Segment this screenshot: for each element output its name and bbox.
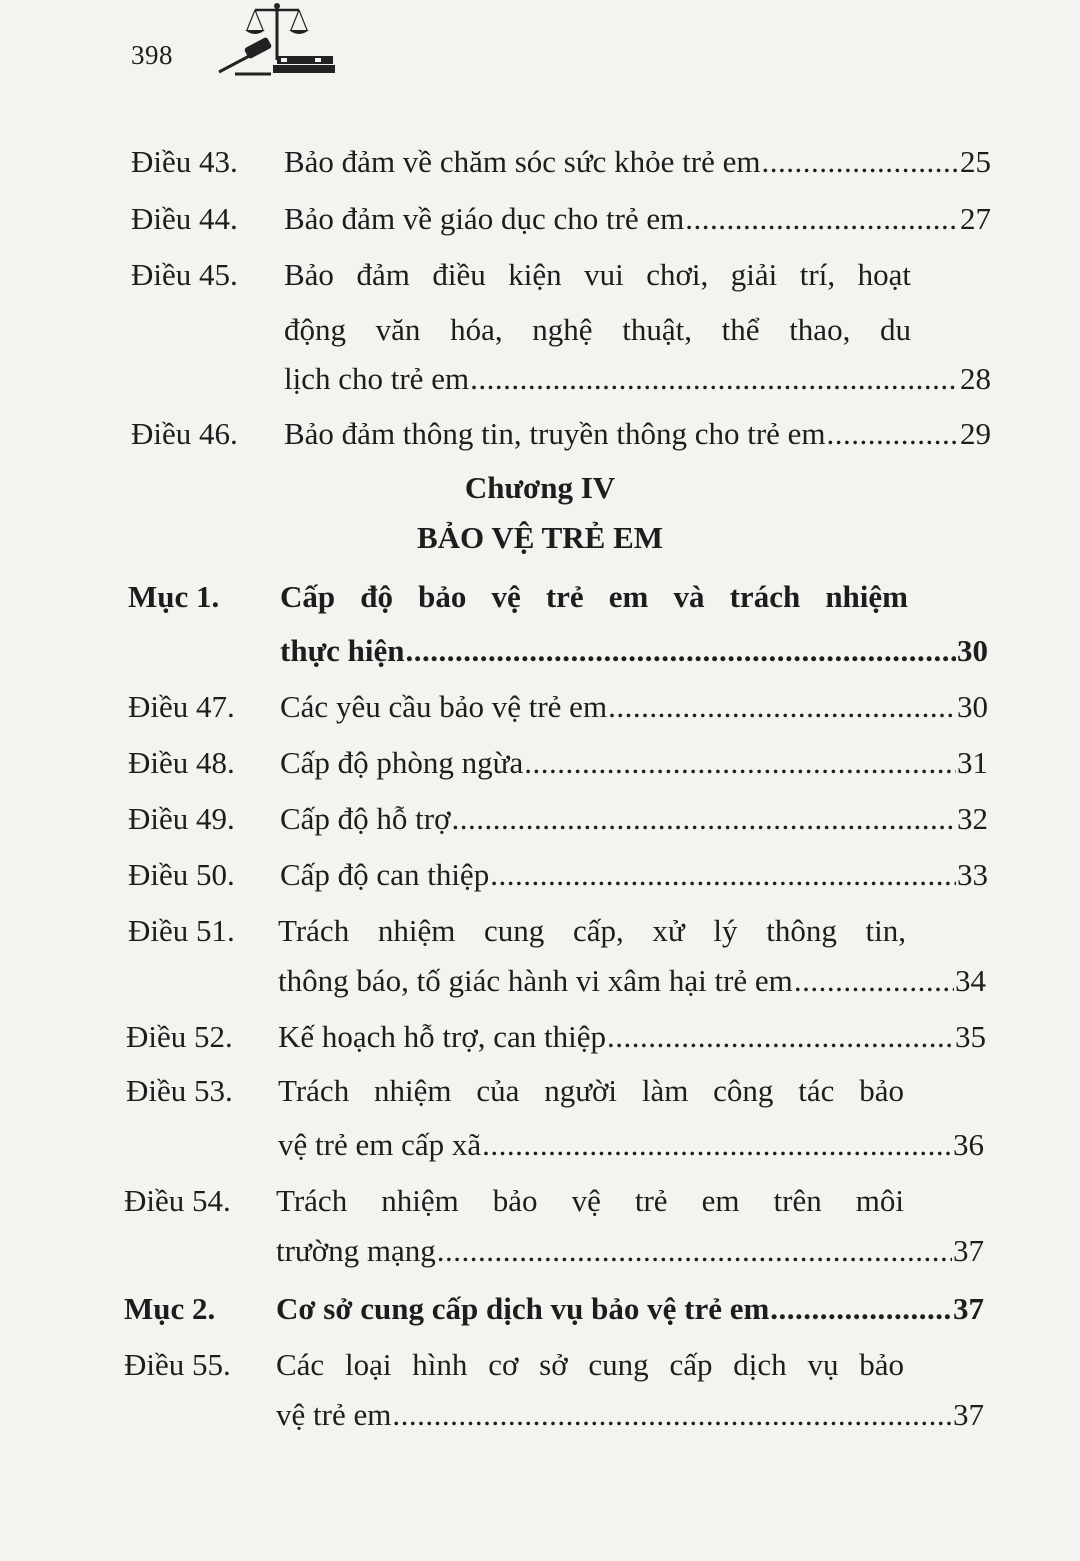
dot-leader	[794, 962, 954, 1000]
toc-entry[interactable]	[126, 1018, 986, 1056]
toc-entry-continuation	[276, 1232, 984, 1270]
entry-page: 37	[953, 1233, 984, 1268]
dot-leader	[452, 800, 956, 838]
toc-entry-continuation	[278, 962, 986, 1000]
entry-title: Kế hoạch hỗ trợ, can thiệp	[278, 1019, 606, 1054]
entry-title: Cấp độ hỗ trợ	[280, 801, 451, 836]
entry-page: 34	[955, 963, 986, 998]
dot-leader	[685, 200, 959, 238]
page-number: 398	[131, 40, 173, 70]
entry-page: 27	[960, 201, 991, 236]
toc-entry[interactable]	[124, 1346, 904, 1384]
dot-leader	[482, 1126, 952, 1164]
entry-page: 36	[953, 1127, 984, 1162]
toc-entry-continuation	[284, 360, 991, 398]
entry-title: Bảo đảm điều kiện vui chơi, giải trí, hoạt	[284, 257, 911, 292]
entry-page: 37	[953, 1397, 984, 1432]
entry-title: Bảo đảm thông tin, truyền thông cho trẻ em	[284, 416, 826, 451]
section-title: thực hiện	[280, 633, 405, 668]
entry-title: Trách nhiệm của người làm công tác bảo	[278, 1073, 904, 1108]
entry-number: Điều 43.	[131, 144, 238, 179]
entry-number: Điều 46.	[131, 416, 238, 451]
toc-entry-continuation	[276, 1396, 984, 1434]
entry-number: Điều 53.	[126, 1073, 233, 1108]
section-number: Mục 1.	[128, 579, 220, 614]
entry-title: Bảo đảm về chăm sóc sức khỏe trẻ em	[284, 144, 761, 179]
entry-title: thông báo, tố giác hành vi xâm hại trẻ em	[278, 963, 793, 998]
dot-leader	[490, 856, 956, 894]
chapter-label: Chương IV	[464, 470, 616, 505]
dot-leader	[524, 744, 956, 782]
entry-title: Các loại hình cơ sở cung cấp dịch vụ bảo	[276, 1347, 904, 1382]
entry-title: Cấp độ can thiệp	[280, 857, 490, 892]
toc-entry[interactable]	[128, 744, 988, 782]
dot-leader	[437, 1232, 952, 1270]
entry-page: 30	[957, 689, 988, 724]
entry-number: Điều 44.	[131, 201, 238, 236]
entry-title: trường mạng	[276, 1233, 436, 1268]
toc-entry[interactable]	[124, 1182, 904, 1220]
entry-number: Điều 47.	[128, 689, 235, 724]
dot-leader	[470, 360, 959, 398]
dot-leader	[406, 632, 956, 670]
entry-title: vệ trẻ em cấp xã	[278, 1127, 482, 1162]
entry-page: 29	[960, 416, 991, 451]
entry-page: 28	[960, 361, 991, 396]
toc-entry[interactable]	[126, 1072, 904, 1110]
entry-page: 33	[957, 857, 988, 892]
entry-number: Điều 52.	[126, 1019, 233, 1054]
toc-entry[interactable]	[128, 800, 988, 838]
toc-entry[interactable]	[131, 200, 991, 238]
chapter-title: BẢO VỆ TRẺ EM	[416, 520, 664, 555]
entry-title: lịch cho trẻ em	[284, 361, 470, 396]
toc-entry[interactable]	[131, 415, 991, 453]
entry-title: vệ trẻ em	[276, 1397, 392, 1432]
toc-section-continuation	[280, 632, 988, 670]
entry-title: Cấp độ phòng ngừa	[280, 745, 524, 780]
dot-leader	[770, 1290, 952, 1328]
entry-title: Trách nhiệm bảo vệ trẻ em trên môi	[276, 1183, 904, 1218]
entry-title: Các yêu cầu bảo vệ trẻ em	[280, 689, 608, 724]
entry-page: 32	[957, 801, 988, 836]
section-page: 37	[953, 1291, 984, 1326]
dot-leader	[607, 1018, 954, 1056]
toc-entry[interactable]	[131, 143, 991, 181]
toc-entry-continuation	[278, 1126, 984, 1164]
section-page: 30	[957, 633, 988, 668]
entry-page: 35	[955, 1019, 986, 1054]
dot-leader	[392, 1396, 952, 1434]
toc-entry-continuation	[284, 311, 911, 349]
toc-entry[interactable]	[128, 912, 906, 950]
toc-entry[interactable]	[131, 256, 911, 294]
entry-number: Điều 48.	[128, 745, 235, 780]
toc-entry[interactable]	[128, 688, 988, 726]
section-title: Cơ sở cung cấp dịch vụ bảo vệ trẻ em	[276, 1291, 770, 1326]
dot-leader	[827, 415, 959, 453]
entry-page: 31	[957, 745, 988, 780]
entry-number: Điều 50.	[128, 857, 235, 892]
entry-number: Điều 54.	[124, 1183, 231, 1218]
toc-entry[interactable]	[128, 856, 988, 894]
entry-number: Điều 45.	[131, 257, 238, 292]
toc-section[interactable]	[124, 1290, 984, 1328]
section-number: Mục 2.	[124, 1291, 216, 1326]
entry-title: Trách nhiệm cung cấp, xử lý thông tin,	[278, 913, 906, 948]
toc-section[interactable]	[128, 578, 908, 616]
entry-number: Điều 49.	[128, 801, 235, 836]
dot-leader	[608, 688, 956, 726]
entry-title: động văn hóa, nghệ thuật, thể thao, du	[284, 312, 911, 347]
entry-number: Điều 51.	[128, 913, 235, 948]
entry-title: Bảo đảm về giáo dục cho trẻ em	[284, 201, 685, 236]
entry-page: 25	[960, 144, 991, 179]
section-title: Cấp độ bảo vệ trẻ em và trách nhiệm	[280, 579, 908, 614]
dot-leader	[761, 143, 959, 181]
entry-number: Điều 55.	[124, 1347, 231, 1382]
